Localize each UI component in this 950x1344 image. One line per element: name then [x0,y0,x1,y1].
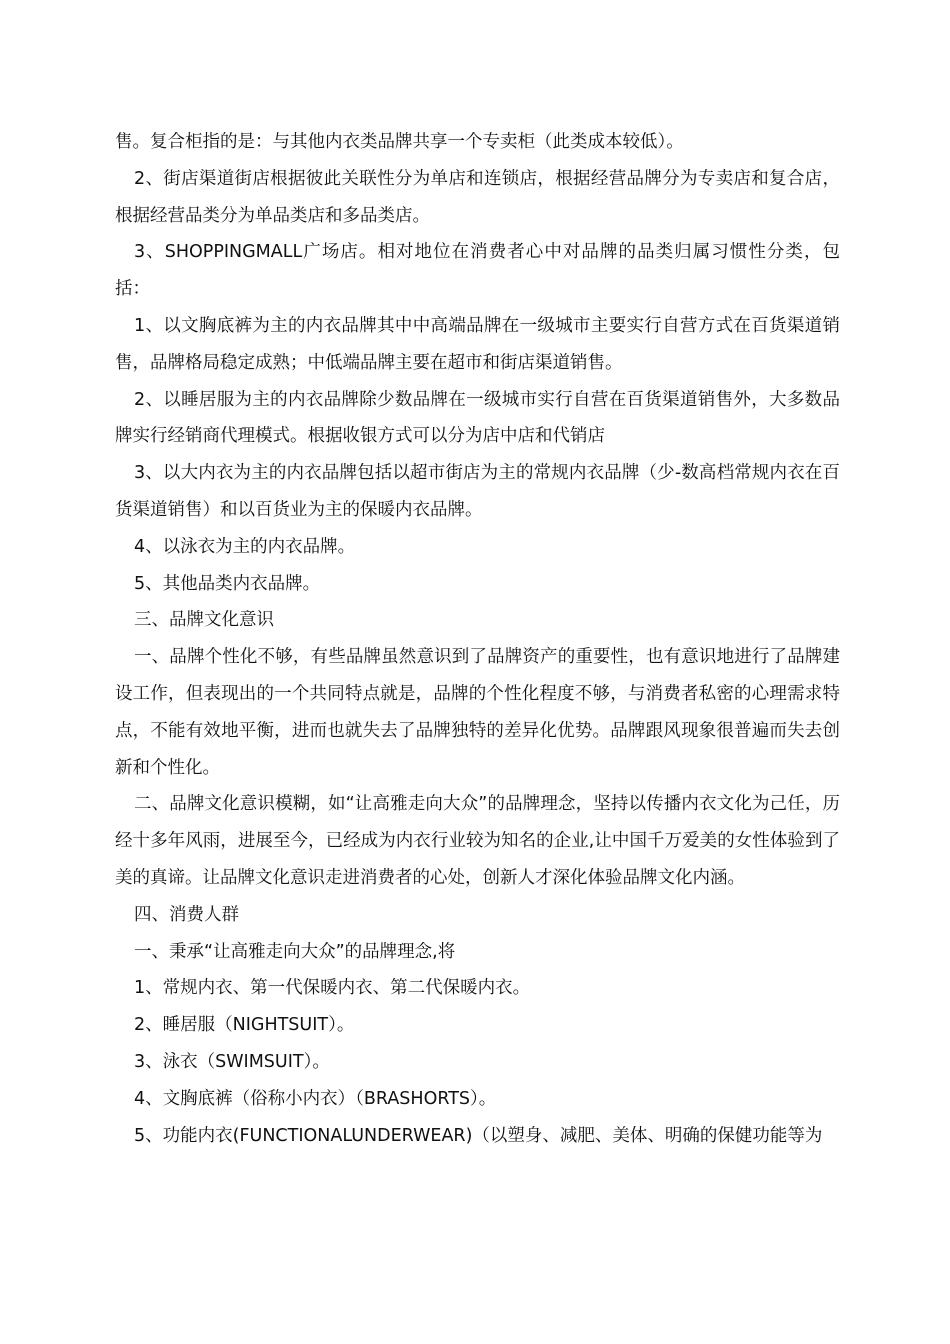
paragraph-shopping-mall: 3、SHOPPINGMALL广场店。相对地位在消费者心中对品牌的品类归属习惯性分类，包括： [115,242,840,300]
paragraph-brand-personalization: 一、品牌个性化不够，有些品牌虽然意识到了品牌资产的重要性，也有意识地进行了品牌建设工作，但表现出的一个共同特点就是，品牌的个性化程度不够，与消费者私密的心理需求特点，不能有效地平衡，进而也就失去了品牌独特的差异化优势。品牌跟风现象很普遍而失去创新和个性化。 [115,647,840,778]
paragraph-swimwear-brand: 4、以泳衣为主的内衣品牌。 [134,536,356,557]
list-item-brashorts: 4、文胸底裤（俗称小内衣）（BRASHORTS）。 [134,1088,497,1109]
paragraph-thermal-underwear-brand: 3、以大内衣为主的内衣品牌包括以超市街店为主的常规内衣品牌（少-数高档常规内衣在百货渠道销售）和以百货业为主的保暖内衣品牌。 [115,463,840,520]
section-heading-brand-culture: 三、品牌文化意识 [134,610,274,631]
list-item-swimsuit: 3、泳衣（SWIMSUIT）。 [134,1051,330,1072]
list-item-regular-underwear: 1、常规内衣、第一代保暖内衣、第二代保暖内衣。 [134,978,531,999]
list-item-functional-underwear: 5、功能内衣(FUNCTIONALUNDERWEAR)（以塑身、减肥、美体、明确的保健功能等为 [134,1125,823,1146]
paragraph-street-store-channel: 2、街店渠道街店根据彼此关联性分为单店和连锁店，根据经营品牌分为专卖店和复合店，根据经营品类分为单品类店和多品类店。 [115,168,840,226]
paragraph-continuation: 售。复合柜指的是：与其他内衣类品牌共享一个专卖柜（此类成本较低）。 [115,132,684,152]
paragraph-brand-philosophy: 一、秉承“让高雅走向大众”的品牌理念,将 [134,941,456,962]
list-item-nightsuit: 2、睡居服（NIGHTSUIT）。 [134,1015,355,1036]
paragraph-brand-culture-awareness: 二、品牌文化意识模糊，如“让高雅走向大众”的品牌理念，坚持以传播内衣文化为己任，历经十多年风雨，进展至今，已经成为内衣行业较为知名的企业,让中国千万爱美的女性体验到了美的真谛。让品牌文化意识走进消费者的心处，创新人才深化体验品牌文化内涵。 [115,794,840,888]
document-body [115,124,840,1154]
paragraph-sleepwear-brand: 2、以睡居服为主的内衣品牌除少数品牌在一级城市实行自营在百货渠道销售外，大多数品牌实行经销商代理模式。根据收银方式可以分为店中店和代销店 [115,389,840,447]
paragraph-bra-brand: 1、以文胸底裤为主的内衣品牌其中中高端品牌在一级城市主要实行自营方式在百货渠道销售，品牌格局稳定成熟；中低端品牌主要在超市和街店渠道销售。 [115,315,840,373]
section-heading-consumers: 四、消费人群 [134,904,239,925]
paragraph-other-brands: 5、其他品类内衣品牌。 [134,573,321,594]
